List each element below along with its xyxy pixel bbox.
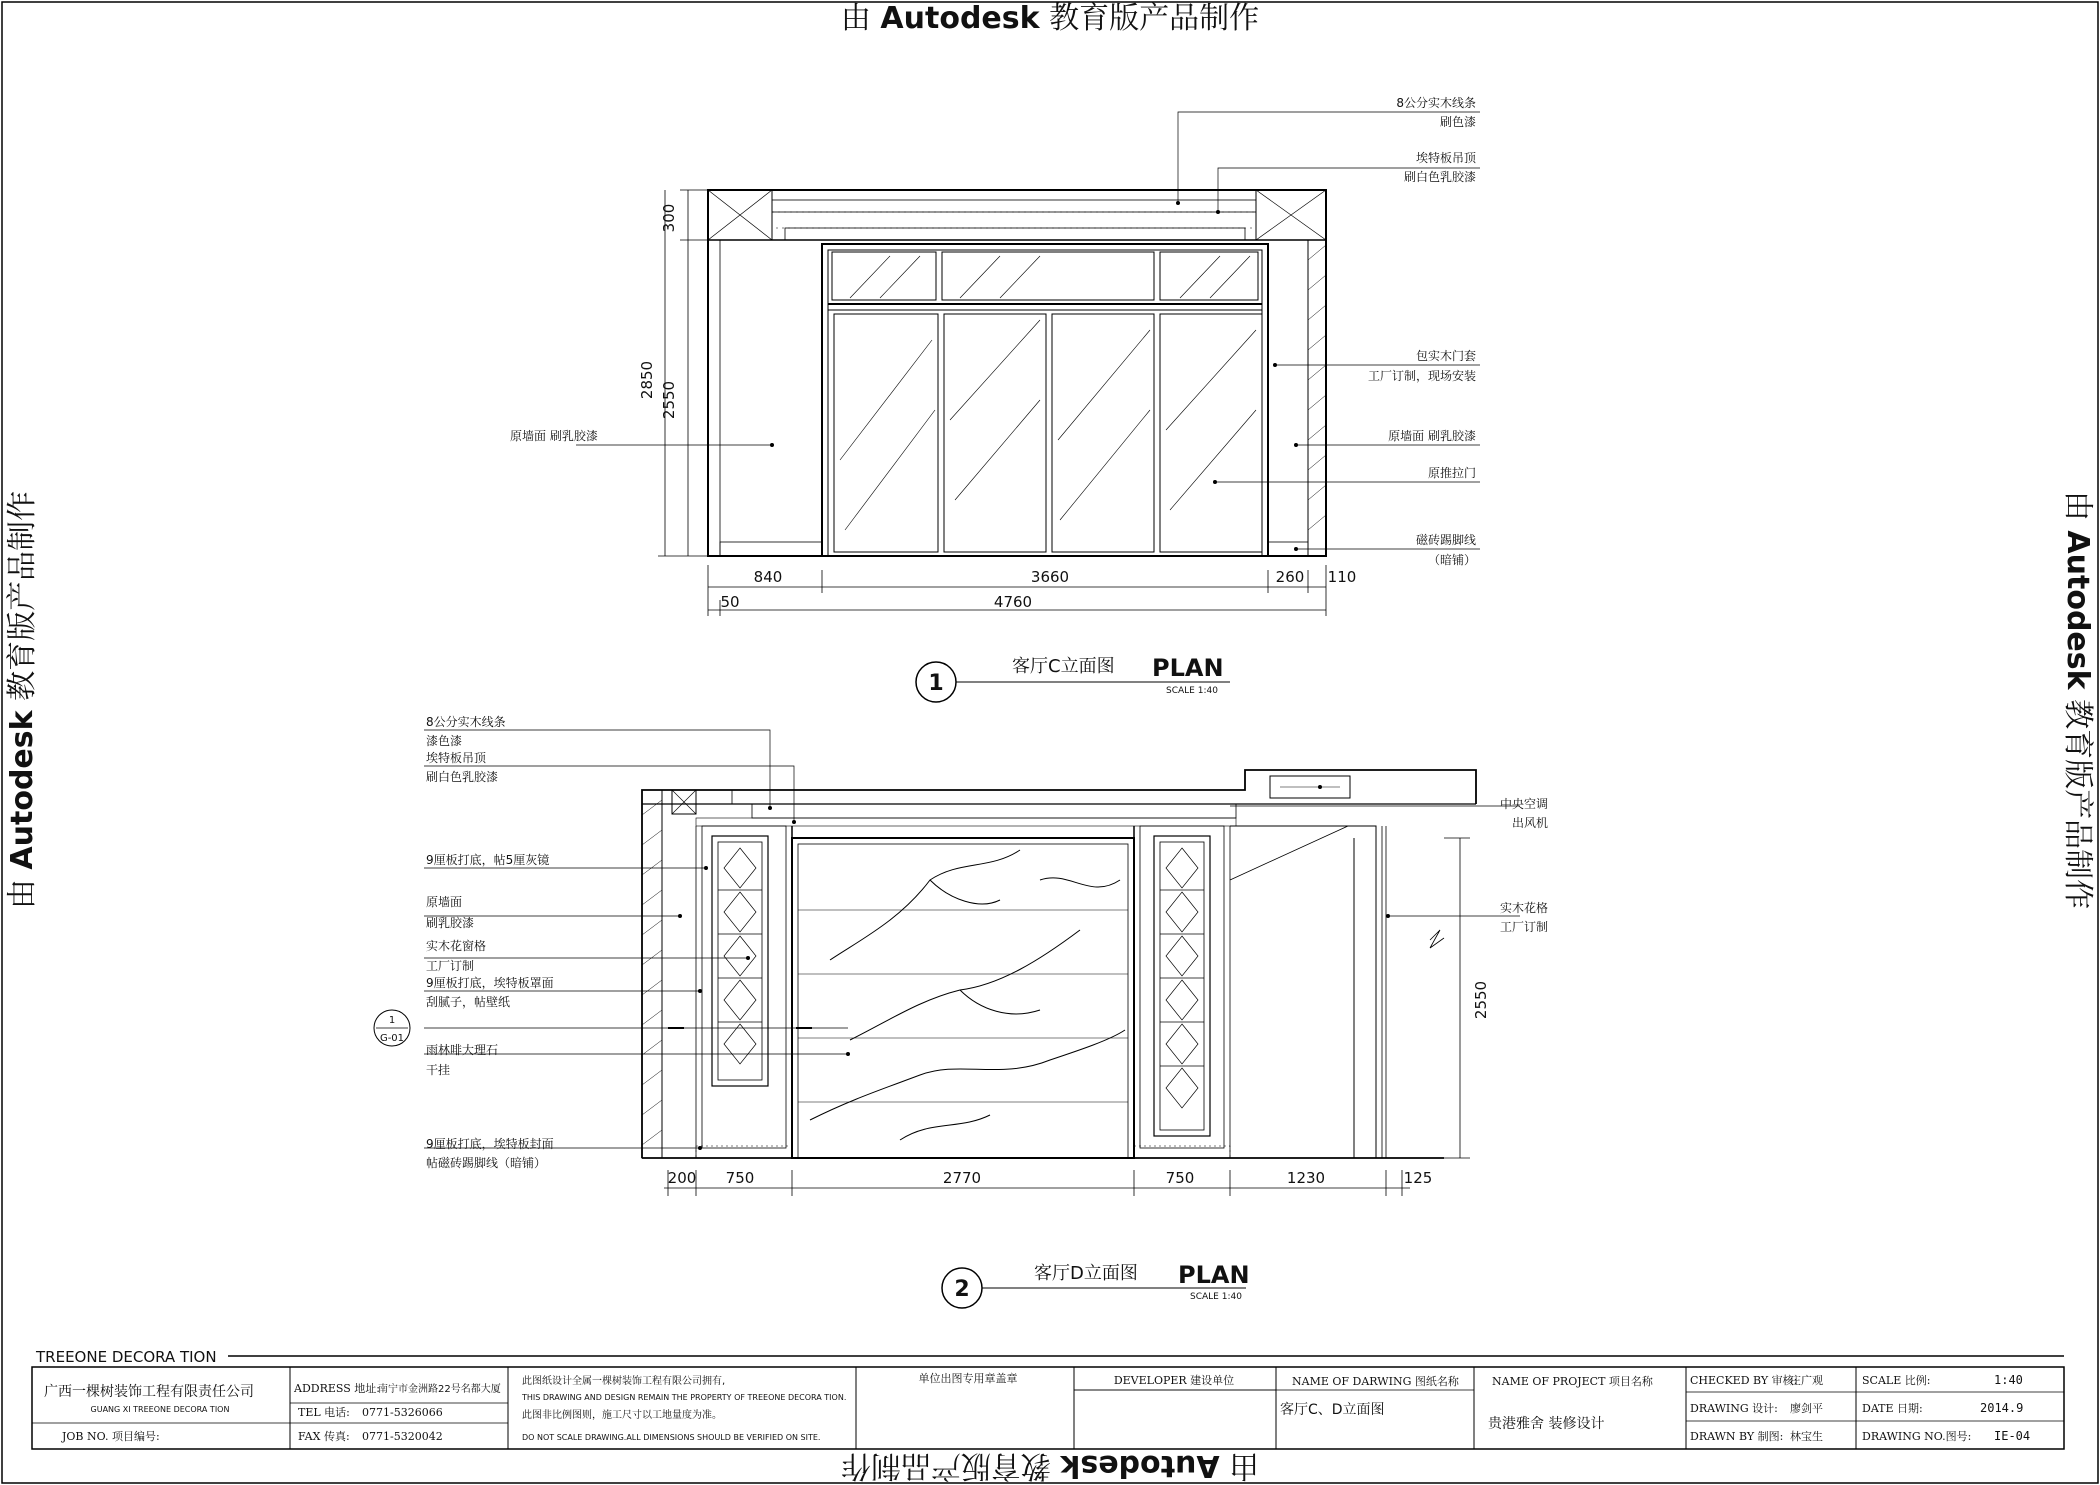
date-value: 2014.9 xyxy=(1980,1401,2024,1415)
section-ref-top: 1 xyxy=(388,1015,396,1026)
note-c-r1b: 刷色漆 xyxy=(1439,115,1476,129)
scale-value: 1:40 xyxy=(1994,1373,2023,1387)
fax-value: 0771-5320042 xyxy=(362,1430,443,1443)
checked-label: CHECKED BY 审核: xyxy=(1690,1374,1798,1387)
dim-d-1230: 1230 xyxy=(1286,1169,1326,1187)
note-c-r5: 原推拉门 xyxy=(1427,466,1476,480)
note-d-l2a: 埃特板吊顶 xyxy=(426,751,487,765)
tel-value: 0771-5326066 xyxy=(362,1406,443,1419)
project-name: 贵港雅舍 装修设计 xyxy=(1488,1416,1605,1432)
note-c-r4: 原墙面 刷乳胶漆 xyxy=(1388,429,1476,443)
dim-c-3660: 3660 xyxy=(1030,568,1070,586)
section-ref-bottom: G-01 xyxy=(379,1033,405,1044)
note-d-l8b: 帖磁砖踢脚线（暗铺） xyxy=(426,1156,547,1170)
note-d-l7b: 干挂 xyxy=(426,1063,451,1077)
dim-c-2850: 2850 xyxy=(638,360,656,400)
note-d-l2b: 刷白色乳胶漆 xyxy=(426,770,499,784)
fax-label: FAX 传真: xyxy=(298,1430,350,1443)
elevation-d xyxy=(374,714,1548,1308)
dim-d-200: 200 xyxy=(667,1169,697,1187)
note-d-r1b: 出风机 xyxy=(1511,816,1548,830)
dim-d-750-a: 750 xyxy=(725,1169,755,1187)
note-d-r1a: 中央空调 xyxy=(1499,797,1548,811)
address-value: 南宁市金洲路22号名都大厦 xyxy=(378,1384,501,1395)
title-block xyxy=(32,1348,2064,1449)
dim-c-2550: 2550 xyxy=(660,380,678,420)
drawn-value: 林宝生 xyxy=(1790,1430,1823,1443)
note-c-r6b: （暗铺） xyxy=(1427,553,1476,567)
note-d-l7a: 雨林啡大理石 xyxy=(426,1043,499,1057)
watermark-right: 由 Autodesk 教育版产品制作 xyxy=(2060,490,2095,910)
note-d-l6b: 刮腻子，帖壁纸 xyxy=(426,995,511,1009)
dim-c-50: 50 xyxy=(720,593,740,611)
tel-label: TEL 电话: xyxy=(298,1406,350,1419)
scale-label: SCALE 比例: xyxy=(1862,1374,1931,1387)
elevation-d-number: 2 xyxy=(954,1277,970,1302)
elevation-d-scale: SCALE 1:40 xyxy=(1190,1292,1242,1302)
job-no-label: JOB NO. 项目编号: xyxy=(62,1430,160,1443)
note-d-l5b: 工厂订制 xyxy=(426,959,475,973)
checked-value: 庄广观 xyxy=(1790,1374,1823,1387)
drawing-no-value: IE-04 xyxy=(1994,1429,2031,1443)
company-cn: 广西一棵树装饰工程有限责任公司 xyxy=(44,1384,254,1400)
note-d-l5a: 实木花窗格 xyxy=(426,939,487,953)
drawing-label: DRAWING 设计: xyxy=(1690,1402,1778,1415)
note-d-l1a: 8公分实木线条 xyxy=(426,715,506,729)
note-d-l3: 9厘板打底，帖5厘灰镜 xyxy=(426,853,550,867)
elevation-c-number: 1 xyxy=(928,671,944,696)
watermark-left: 由 Autodesk 教育版产品制作 xyxy=(5,490,40,910)
elevation-d-title: 客厅D立面图 xyxy=(1034,1263,1138,1284)
drawing-name: 客厅C、D立面图 xyxy=(1280,1402,1385,1418)
dim-c-300: 300 xyxy=(660,203,678,233)
project-label: NAME OF PROJECT 项目名称 xyxy=(1492,1375,1653,1388)
note-d-l4b: 刷乳胶漆 xyxy=(426,916,475,930)
note-c-r1a: 8公分实木线条 xyxy=(1396,96,1476,110)
copyright-line-2: THIS DRAWING AND DESIGN REMAIN THE PROPERTY OF TREEONE DECORA TION. xyxy=(522,1393,847,1402)
company-en-header: TREEONE DECORA TION xyxy=(36,1348,217,1366)
dim-c-110: 110 xyxy=(1327,568,1357,586)
dim-d-2770: 2770 xyxy=(942,1169,982,1187)
designer-value: 廖剑平 xyxy=(1790,1402,1823,1415)
section-reference xyxy=(374,1010,410,1046)
elevation-c xyxy=(510,95,1480,702)
dim-d-2550: 2550 xyxy=(1472,980,1490,1020)
note-d-l1b: 漆色漆 xyxy=(426,734,463,748)
copyright-line-3: 此图非比例图则，施工尺寸以工地量度为准。 xyxy=(522,1410,722,1421)
elevation-c-scale: SCALE 1:40 xyxy=(1166,686,1218,696)
dim-d-750-b: 750 xyxy=(1165,1169,1195,1187)
note-d-l6a: 9厘板打底，埃特板罩面 xyxy=(426,976,554,990)
note-c-r2a: 埃特板吊顶 xyxy=(1415,151,1476,165)
watermark-top: 由 Autodesk 教育版产品制作 xyxy=(840,1,1260,36)
drawing-name-label: NAME OF DARWING 图纸名称 xyxy=(1292,1375,1459,1388)
note-c-r6a: 磁砖踢脚线 xyxy=(1415,533,1476,547)
copyright-line-4: DO NOT SCALE DRAWING.ALL DIMENSIONS SHOULD BE VERIFIED ON SITE. xyxy=(522,1433,821,1442)
note-c-r2b: 刷白色乳胶漆 xyxy=(1403,170,1476,184)
note-c-left: 原墙面 刷乳胶漆 xyxy=(510,429,598,443)
elevation-d-plan: PLAN xyxy=(1178,1261,1250,1289)
drawn-label: DRAWN BY 制图: xyxy=(1690,1430,1784,1443)
note-d-l4a: 原墙面 xyxy=(426,895,463,909)
drawing-no-label: DRAWING NO.图号: xyxy=(1862,1430,1972,1443)
dim-d-125: 125 xyxy=(1403,1169,1433,1187)
dim-c-260: 260 xyxy=(1275,568,1305,586)
address-label: ADDRESS 地址: xyxy=(294,1382,380,1395)
note-d-l8a: 9厘板打底，埃特板封面 xyxy=(426,1137,554,1151)
stamp-label: 单位出图专用章盖章 xyxy=(918,1372,1018,1385)
developer-label: DEVELOPER 建设单位 xyxy=(1113,1374,1235,1387)
copyright-line-1: 此图纸设计全属一棵树装饰工程有限公司拥有, xyxy=(522,1376,726,1387)
company-en: GUANG XI TREEONE DECORA TION xyxy=(90,1405,230,1414)
note-c-r3b: 工厂订制，现场安装 xyxy=(1367,369,1476,383)
date-label: DATE 日期: xyxy=(1862,1402,1923,1415)
dim-c-840: 840 xyxy=(753,568,783,586)
note-c-r3a: 包实木门套 xyxy=(1415,349,1476,363)
elevation-c-plan: PLAN xyxy=(1152,654,1224,682)
elevation-c-title: 客厅C立面图 xyxy=(1012,656,1115,677)
sheet-border xyxy=(2,2,2098,1483)
note-d-r2b: 工厂订制 xyxy=(1499,920,1548,934)
dim-c-4760: 4760 xyxy=(993,593,1033,611)
note-d-r2a: 实木花格 xyxy=(1499,901,1548,915)
watermark-bottom: 由 Autodesk 教育版产品制作 xyxy=(840,1448,1260,1483)
